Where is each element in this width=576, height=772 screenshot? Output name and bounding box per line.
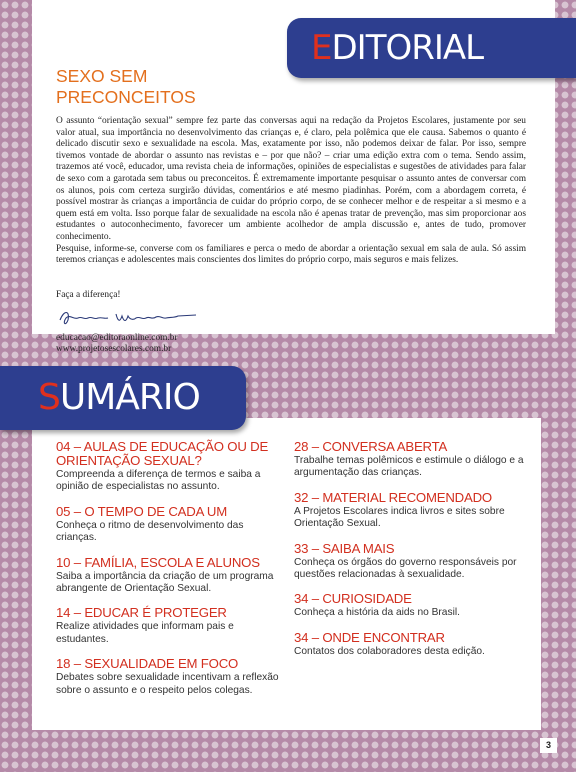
summary-item-title: 14 – EDUCAR É PROTEGER: [56, 605, 227, 621]
summary-item[interactable]: [56, 606, 284, 646]
summary-item-title: 32 – MATERIAL RECOMENDADO: [294, 489, 492, 505]
editorial-paragraph: Pesquise, informe-se, converse com os familiares e perca o medo de abordar a orientação sexual em sala de aula. Só assim teremos crianças e adolescentes mais conscientes dos limites do próprio corpo, mais seguros e mais felizes.: [56, 243, 526, 266]
summary-item-title: 28 – CONVERSA ABERTA: [294, 439, 448, 454]
summary-item-desc: A Projetos Escolares indica livros e sites sobre Orientação Sexual.: [294, 505, 505, 530]
summary-item-desc: Contatos dos colaboradores desta edição.: [294, 645, 485, 657]
editorial-body: [56, 116, 526, 267]
summary-item-desc: Saiba a importância da criação de um programa abrangente de Orientação Sexual.: [56, 570, 274, 595]
editorial-title: EDITORIAL: [311, 28, 484, 68]
page-number: 3: [540, 738, 557, 753]
summary-item-title: 05 – O TEMPO DE CADA UM: [56, 503, 228, 519]
summary-item[interactable]: [56, 657, 284, 697]
summary-item-title: 04 – AULAS DE EDUCAÇÃO OU DE ORIENTAÇÃO SEXUAL?: [56, 439, 269, 468]
summary-tab: [0, 366, 246, 430]
editorial-closing: Faça a diferença!: [56, 290, 121, 300]
summary-right-column: [294, 440, 534, 658]
editorial-paragraph: O assunto “orientação sexual” sempre fez parte das conversas aqui na redação da Projetos Escolares, justamente por seu valor atual, sua importância no desenvolvimento das crianças e, é claro, pela polêmica que ele causa. Sabemos o quanto é delicado discutir sexo e sexualidade na escola. Mas, exatamente por isso, não podemos deixar de falar. Por isso, sempre tivemos vontade de abordar o assunto nas revistas e – por que não? – criar uma edição extra com o tema. Sendo assim, trazemos até você, educador, uma revista cheia de informações, opiniões de especialistas e sugestões de atividades para falar de sexo com a garotada sem tabus ou preconceitos. É extremamente importante pesquisar o assunto antes de conversar com os alunos, pois com certeza surgirão dúvidas, comentários e até mesmo piadinhas. Porém, com a abordagem correta, é possível mostrar às crianças a importância de cuidar do próprio corpo, de se conhecer melhor e de respeitar a si mesmo e a quem está em volta. Isso porque falar de sexualidade na escola não é apenas tratar de prevenção, mas sim proporcionar aos estudantes o autoconhecimento, favorecer um ambiente acolhedor de ampla discussão e, antes de tudo, promover conhecimento.: [56, 116, 526, 242]
summary-item-desc: Trabalhe temas polêmicos e estimule o diálogo e a argumentação das crianças.: [294, 455, 524, 479]
summary-item-desc: Compreenda a diferença de termos e saiba a opinião de especialistas no assunto.: [56, 469, 261, 493]
editorial-tab: [287, 18, 576, 78]
signature-image: [56, 306, 206, 328]
summary-left-column: [56, 440, 284, 697]
summary-item-title: 10 – FAMÍLIA, ESCOLA E ALUNOS: [56, 554, 260, 570]
summary-item-title: 33 – SAIBA MAIS: [294, 540, 395, 556]
summary-title: SUMÁRIO: [38, 377, 200, 418]
email-link[interactable]: educacao@editoraonline.com.br: [56, 333, 178, 343]
summary-item[interactable]: [294, 592, 534, 619]
summary-item[interactable]: [294, 542, 534, 582]
website-link[interactable]: www.projetosescolares.com.br: [56, 344, 172, 354]
summary-item-desc: Conheça os órgãos do governo responsáveis por questões relacionadas à sexualidade.: [294, 556, 517, 581]
summary-item[interactable]: [56, 440, 284, 494]
summary-item[interactable]: [56, 556, 284, 596]
summary-item-desc: Conheça a história da aids no Brasil.: [294, 607, 460, 619]
summary-item-title: 34 – ONDE ENCONTRAR: [294, 629, 445, 645]
summary-item[interactable]: [294, 631, 534, 658]
summary-item-title: 34 – CURIOSIDADE: [294, 591, 412, 607]
summary-item[interactable]: [294, 440, 534, 480]
editorial-contacts: [56, 333, 178, 355]
summary-item[interactable]: [56, 505, 284, 545]
summary-item-desc: Conheça o ritmo de desenvolvimento das crianças.: [56, 519, 244, 544]
editorial-heading: SEXO SEM PRECONCEITOS: [56, 66, 196, 107]
summary-item[interactable]: [294, 491, 534, 531]
summary-item-desc: Realize atividades que informam pais e estudantes.: [56, 621, 234, 645]
summary-item-desc: Debates sobre sexualidade incentivam a reflexão sobre o assunto e o respeito pelos colegas.: [56, 672, 279, 696]
summary-item-title: 18 – SEXUALIDADE EM FOCO: [56, 656, 239, 672]
